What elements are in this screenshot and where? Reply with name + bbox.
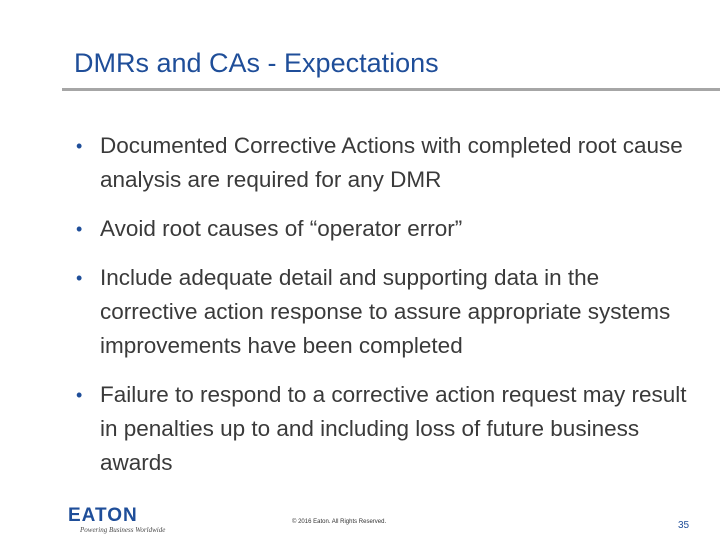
- bullet-item: [76, 129, 696, 197]
- title-divider: [62, 88, 720, 91]
- bullet-item: [76, 261, 696, 363]
- bullet-text: Documented Corrective Actions with completed root cause analysis are required for any DMR: [100, 133, 683, 192]
- bullet-text: Avoid root causes of “operator error”: [100, 216, 463, 241]
- bullet-icon: •: [76, 268, 83, 288]
- bullet-text: Include adequate detail and supporting data in the corrective action response to assure appropriate systems improvements have been completed: [100, 265, 671, 358]
- bullet-icon: •: [76, 136, 83, 156]
- logo-tagline: Powering Business Worldwide: [80, 526, 166, 534]
- bullet-icon: •: [76, 385, 83, 405]
- slide-title: DMRs and CAs - Expectations: [74, 48, 439, 78]
- bullet-item: [76, 378, 696, 480]
- bullet-list: [76, 129, 696, 495]
- eaton-logo: [68, 506, 165, 534]
- bullet-icon: •: [76, 219, 83, 239]
- logo-wordmark: EATON: [68, 505, 138, 526]
- page-number: 35: [678, 520, 690, 531]
- copyright-notice: © 2016 Eaton. All Rights Reserved.: [292, 519, 387, 525]
- bullet-item: [76, 212, 696, 246]
- bullet-text: Failure to respond to a corrective action request may result in penalties up to and including loss of future business awards: [100, 382, 687, 475]
